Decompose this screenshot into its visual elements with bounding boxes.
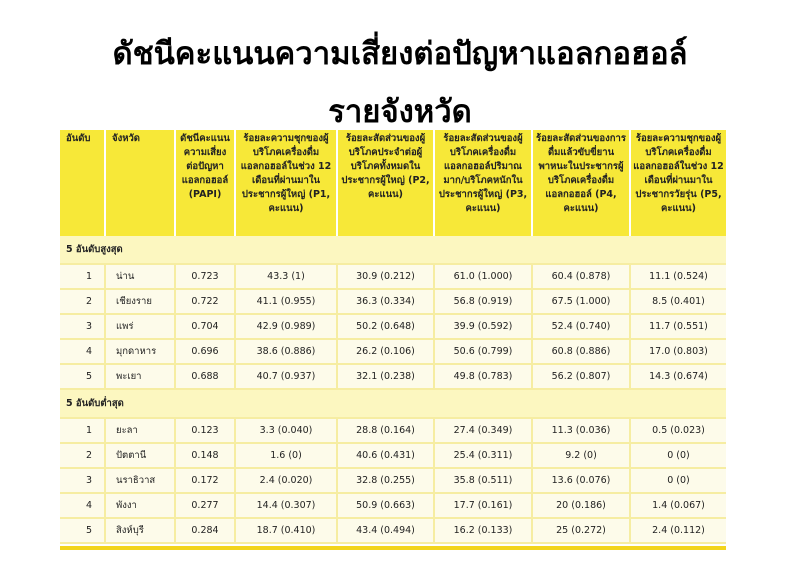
cell-rank: 5: [60, 518, 105, 543]
cell-p1: 18.7 (0.410): [235, 518, 337, 543]
cell-p1: 40.7 (0.937): [235, 364, 337, 389]
table-row: [60, 518, 726, 543]
table-bottom-rule: [60, 546, 726, 550]
cell-rank: 3: [60, 314, 105, 339]
cell-p3: 61.0 (1.000): [434, 264, 532, 289]
cell-papi: 0.723: [175, 264, 235, 289]
cell-p5: 0 (0): [630, 443, 726, 468]
cell-papi: 0.148: [175, 443, 235, 468]
cell-p2: 40.6 (0.431): [337, 443, 434, 468]
cell-province: พะเยา: [105, 364, 175, 389]
cell-province: เชียงราย: [105, 289, 175, 314]
cell-papi: 0.704: [175, 314, 235, 339]
table-row: [60, 493, 726, 518]
cell-p2: 26.2 (0.106): [337, 339, 434, 364]
header-rank: อันดับ: [60, 130, 105, 236]
cell-papi: 0.696: [175, 339, 235, 364]
cell-p5: 0 (0): [630, 468, 726, 493]
cell-p1: 14.4 (0.307): [235, 493, 337, 518]
risk-index-table-container: [60, 130, 726, 544]
header-p2: ร้อยละสัดส่วนของผู้บริโภคประจำต่อผู้บริโภคทั้งหมดในประชากรผู้ใหญ่ (P2, คะแนน): [337, 130, 434, 236]
cell-papi: 0.277: [175, 493, 235, 518]
cell-p4: 67.5 (1.000): [532, 289, 630, 314]
table-row: [60, 289, 726, 314]
cell-province: ยะลา: [105, 418, 175, 443]
cell-p1: 41.1 (0.955): [235, 289, 337, 314]
cell-p1: 2.4 (0.020): [235, 468, 337, 493]
header-province: จังหวัด: [105, 130, 175, 236]
cell-province: น่าน: [105, 264, 175, 289]
cell-p2: 32.1 (0.238): [337, 364, 434, 389]
cell-rank: 2: [60, 289, 105, 314]
cell-p1: 43.3 (1): [235, 264, 337, 289]
table-row: [60, 339, 726, 364]
cell-rank: 1: [60, 264, 105, 289]
cell-province: ปัตตานี: [105, 443, 175, 468]
cell-p3: 16.2 (0.133): [434, 518, 532, 543]
section-bottom5: [60, 389, 726, 418]
header-p5: ร้อยละความชุกของผู้บริโภคเครื่องดื่มแอลกอฮอล์ในช่วง 12 เดือนที่ผ่านมาในประชากรวัยรุ่น (P5, คะแนน): [630, 130, 726, 236]
cell-p5: 2.4 (0.112): [630, 518, 726, 543]
table-row: [60, 314, 726, 339]
cell-province: สิงห์บุรี: [105, 518, 175, 543]
cell-papi: 0.284: [175, 518, 235, 543]
table-row: [60, 264, 726, 289]
cell-p1: 38.6 (0.886): [235, 339, 337, 364]
table-row: [60, 443, 726, 468]
cell-rank: 5: [60, 364, 105, 389]
cell-p3: 27.4 (0.349): [434, 418, 532, 443]
table-row: [60, 468, 726, 493]
cell-p5: 0.5 (0.023): [630, 418, 726, 443]
cell-p3: 17.7 (0.161): [434, 493, 532, 518]
cell-p2: 43.4 (0.494): [337, 518, 434, 543]
cell-rank: 3: [60, 468, 105, 493]
cell-p4: 9.2 (0): [532, 443, 630, 468]
cell-rank: 1: [60, 418, 105, 443]
cell-p5: 17.0 (0.803): [630, 339, 726, 364]
cell-p5: 11.7 (0.551): [630, 314, 726, 339]
header-p1: ร้อยละความชุกของผู้บริโภคเครื่องดื่มแอลกอฮอล์ในช่วง 12 เดือนที่ผ่านมาในประชากรผู้ใหญ่ (P1, คะแนน): [235, 130, 337, 236]
cell-province: พังงา: [105, 493, 175, 518]
cell-p5: 1.4 (0.067): [630, 493, 726, 518]
cell-p3: 56.8 (0.919): [434, 289, 532, 314]
cell-p3: 49.8 (0.783): [434, 364, 532, 389]
cell-province: แพร่: [105, 314, 175, 339]
page-title: ดัชนีคะแนนความเสี่ยงต่อปัญหาแอลกอฮอล์: [112, 36, 688, 72]
cell-p2: 30.9 (0.212): [337, 264, 434, 289]
cell-rank: 4: [60, 493, 105, 518]
cell-p1: 3.3 (0.040): [235, 418, 337, 443]
cell-p2: 28.8 (0.164): [337, 418, 434, 443]
section-label: 5 อันดับสูงสุด: [60, 236, 726, 264]
cell-rank: 4: [60, 339, 105, 364]
cell-p4: 11.3 (0.036): [532, 418, 630, 443]
cell-p4: 56.2 (0.807): [532, 364, 630, 389]
page-subtitle: รายจังหวัด: [328, 94, 472, 130]
cell-papi: 0.123: [175, 418, 235, 443]
table-header-row: [60, 130, 726, 236]
section-label: 5 อันดับต่ำสุด: [60, 389, 726, 418]
cell-province: มุกดาหาร: [105, 339, 175, 364]
cell-p2: 50.2 (0.648): [337, 314, 434, 339]
table-row: [60, 418, 726, 443]
cell-p5: 8.5 (0.401): [630, 289, 726, 314]
header-p4: ร้อยละสัดส่วนของการดื่มแล้วขับขี่ยานพาหนะในประชากรผู้บริโภคเครื่องดื่มแอลกอฮอล์ (P4, คะแนน): [532, 130, 630, 236]
cell-p2: 36.3 (0.334): [337, 289, 434, 314]
cell-p4: 20 (0.186): [532, 493, 630, 518]
cell-p5: 11.1 (0.524): [630, 264, 726, 289]
cell-p4: 60.8 (0.886): [532, 339, 630, 364]
header-papi: ดัชนีคะแนนความเสี่ยงต่อปัญหาแอลกอฮอล์ (PAPI): [175, 130, 235, 236]
cell-p4: 52.4 (0.740): [532, 314, 630, 339]
cell-papi: 0.722: [175, 289, 235, 314]
cell-p3: 25.4 (0.311): [434, 443, 532, 468]
cell-p2: 50.9 (0.663): [337, 493, 434, 518]
cell-papi: 0.172: [175, 468, 235, 493]
cell-p2: 32.8 (0.255): [337, 468, 434, 493]
cell-papi: 0.688: [175, 364, 235, 389]
cell-p3: 35.8 (0.511): [434, 468, 532, 493]
cell-p3: 39.9 (0.592): [434, 314, 532, 339]
cell-province: นราธิวาส: [105, 468, 175, 493]
table-row: [60, 364, 726, 389]
table-body: [60, 236, 726, 543]
section-top5: [60, 236, 726, 264]
cell-p1: 42.9 (0.989): [235, 314, 337, 339]
cell-rank: 2: [60, 443, 105, 468]
header-p3: ร้อยละสัดส่วนของผู้บริโภคเครื่องดื่มแอลกอฮอล์ปริมาณมาก/บริโภคหนักในประชากรผู้ใหญ่ (P3, คะแนน): [434, 130, 532, 236]
cell-p4: 25 (0.272): [532, 518, 630, 543]
cell-p4: 60.4 (0.878): [532, 264, 630, 289]
cell-p1: 1.6 (0): [235, 443, 337, 468]
risk-index-table: [60, 130, 726, 544]
cell-p4: 13.6 (0.076): [532, 468, 630, 493]
cell-p3: 50.6 (0.799): [434, 339, 532, 364]
cell-p5: 14.3 (0.674): [630, 364, 726, 389]
